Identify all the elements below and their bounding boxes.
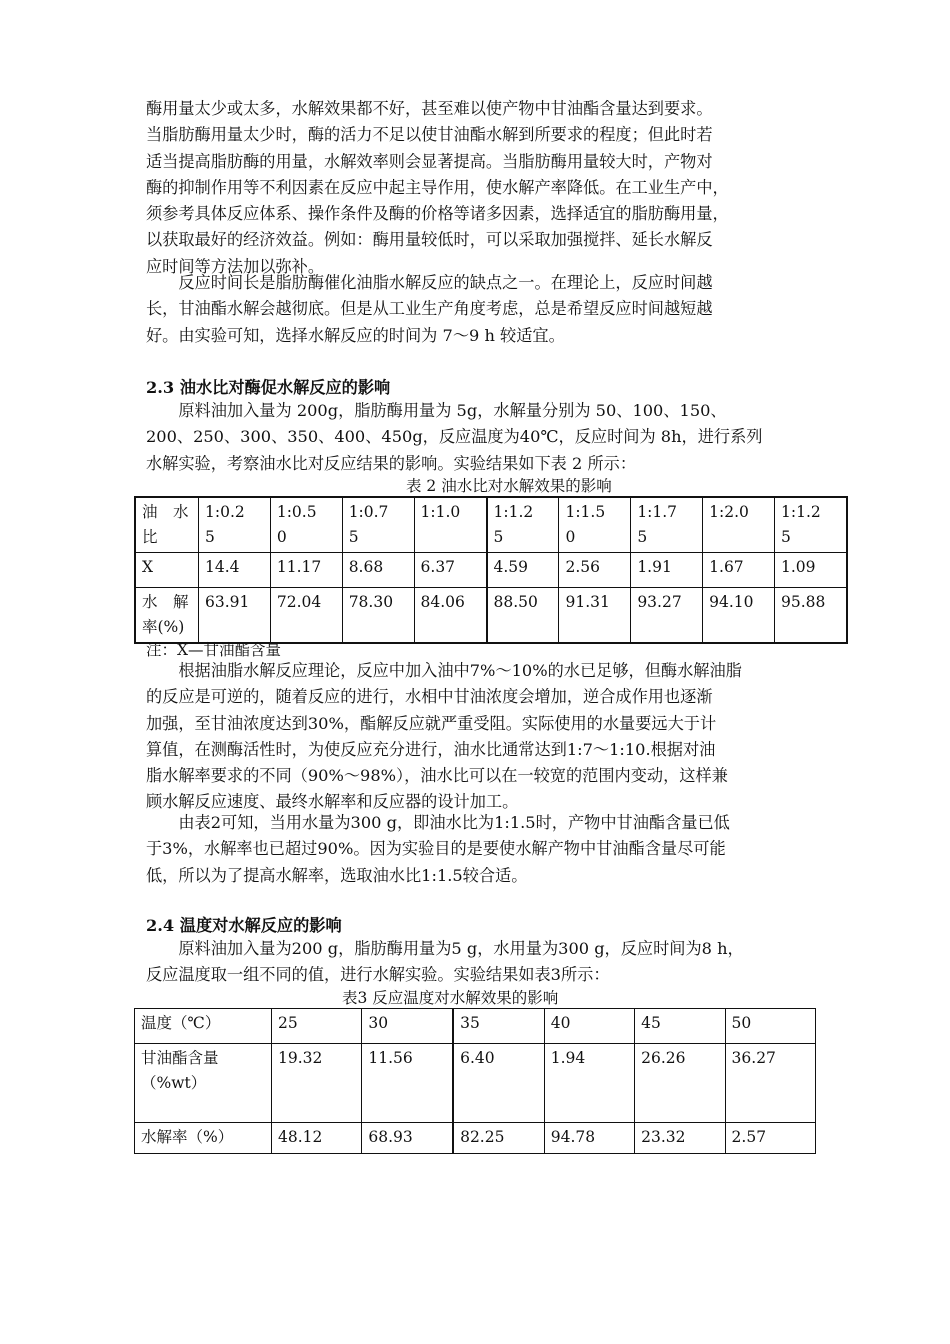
- text-line: 长，甘油酯水解会越彻底。但是从工业生产角度考虑，总是希望反应时间越短越: [146, 299, 713, 319]
- table-reaction-temperature: [134, 1008, 816, 1154]
- temperature-cell: 45: [635, 1009, 725, 1044]
- x-cell: 11.17: [270, 553, 342, 588]
- text-line: 反应时间长是脂肪酶催化油脂水解反应的缺点之一。在理论上，反应时间越: [146, 273, 713, 292]
- x-cell: 8.68: [342, 553, 414, 588]
- table-row: [135, 1044, 816, 1123]
- ratio-cell: 1:0.5 0: [270, 497, 342, 553]
- text-line: 应时间等方法加以弥补。: [146, 256, 325, 276]
- text-line: 好。由实验可知，选择水解反应的时间为 7～9 h 较适宜。: [146, 325, 565, 345]
- paragraph-oil-water-setup: [146, 398, 812, 477]
- text-line: 算值，在测酶活性时，为使反应充分进行，油水比通常达到1:7～1:10.根据对油: [146, 739, 716, 759]
- text-line: 水解实验，考察油水比对反应结果的影响。实验结果如下表 2 所示：: [146, 453, 637, 473]
- paragraph-enzyme-dosage: [146, 96, 812, 280]
- ratio-cell: 1:1.7 5: [631, 497, 703, 553]
- ratio-cell: 1:0.7 5: [342, 497, 414, 553]
- temperature-cell: 30: [362, 1009, 453, 1044]
- glyceride-cell: 19.32: [272, 1044, 362, 1123]
- text-line: 根据油脂水解反应理论，反应中加入油中7%～10%的水已足够，但酶水解油脂: [146, 661, 742, 680]
- text-line: 加强，至甘油浓度达到30%，酯解反应就严重受阻。实际使用的水量要远大于计: [146, 713, 717, 733]
- x-cell: 1.67: [703, 553, 775, 588]
- hydrolysis-cell: 2.57: [725, 1123, 815, 1154]
- text-line: 以获取最好的经济效益。例如：酶用量较低时，可以采取加强搅拌、延长水解反: [146, 230, 713, 250]
- glyceride-cell: 36.27: [725, 1044, 815, 1123]
- text-line: 200、250、300、350、400、450g，反应温度为40℃，反应时间为 8h，进行系列: [146, 427, 763, 447]
- text-line: 低，所以为了提高水解率，选取油水比1:1.5较合适。: [146, 865, 528, 885]
- table2-caption: 表 2 油水比对水解效果的影响: [406, 477, 612, 495]
- x-cell: 1.09: [775, 553, 848, 588]
- temperature-cell: 50: [725, 1009, 815, 1044]
- x-cell: 1.91: [631, 553, 703, 588]
- hydrolysis-cell: 82.25: [453, 1123, 544, 1154]
- x-cell: 6.37: [414, 553, 486, 588]
- temperature-cell: 35: [453, 1009, 544, 1044]
- text-line: 顾水解反应速度、最终水解率和反应器的设计加工。: [146, 792, 519, 812]
- hydrolysis-cell: 48.12: [272, 1123, 362, 1154]
- row-header-x: X: [135, 553, 199, 588]
- ratio-cell: 1:1.2 5: [775, 497, 848, 553]
- text-line: 由表2可知，当用水量为300 g，即油水比为1:1.5时，产物中甘油酯含量已低: [146, 813, 730, 832]
- text-line: 酶用量太少或太多，水解效果都不好，甚至难以使产物中甘油酯含量达到要求。: [146, 99, 713, 118]
- paragraph-temperature-setup: [146, 936, 812, 989]
- hydrolysis-cell: 72.04: [270, 588, 342, 644]
- hydrolysis-cell: 23.32: [635, 1123, 725, 1154]
- hydrolysis-cell: 78.30: [342, 588, 414, 644]
- row-header-hydrolysis: 水解率（%）: [135, 1123, 272, 1154]
- section-heading-2-4: 2.4 温度对水解反应的影响: [146, 916, 342, 935]
- table-oil-water-ratio: [134, 496, 848, 644]
- hydrolysis-cell: 95.88: [775, 588, 848, 644]
- ratio-cell: 1:2.0: [703, 497, 775, 553]
- paragraph-hydrolysis-theory: [146, 658, 812, 816]
- temperature-cell: 40: [544, 1009, 634, 1044]
- table-row: [135, 497, 847, 553]
- table2-note: 注：X—甘油酯含量: [146, 641, 282, 659]
- glyceride-cell: 11.56: [362, 1044, 453, 1123]
- paragraph-table2-conclusion: [146, 810, 812, 889]
- text-line: 当脂肪酶用量太少时，酶的活力不足以使甘油酯水解到所要求的程度；但此时若: [146, 125, 713, 145]
- row-header-ratio: 油 水 比: [135, 497, 199, 553]
- table-row: [135, 1123, 816, 1154]
- table-row: [135, 588, 847, 644]
- table-row: [135, 1009, 816, 1044]
- text-line: 的反应是可逆的，随着反应的进行，水相中甘油浓度会增加，逆合成作用也逐渐: [146, 687, 713, 707]
- table3-caption: 表3 反应温度对水解效果的影响: [342, 989, 559, 1007]
- text-line: 适当提高脂肪酶的用量，水解效率则会显著提高。当脂肪酶用量较大时，产物对: [146, 151, 713, 171]
- row-header-temperature: 温度（℃）: [135, 1009, 272, 1044]
- hydrolysis-cell: 68.93: [362, 1123, 453, 1154]
- glyceride-cell: 26.26: [635, 1044, 725, 1123]
- text-line: 须参考具体反应体系、操作条件及酶的价格等诸多因素，选择适宜的脂肪酶用量，: [146, 204, 729, 224]
- ratio-cell: 1:1.2 5: [487, 497, 559, 553]
- x-cell: 14.4: [199, 553, 271, 588]
- ratio-cell: 1:0.2 5: [199, 497, 271, 553]
- table-row: [135, 553, 847, 588]
- text-line: 酶的抑制作用等不利因素在反应中起主导作用，使水解产率降低。在工业生产中，: [146, 177, 729, 197]
- x-cell: 2.56: [559, 553, 631, 588]
- x-cell: 4.59: [487, 553, 559, 588]
- section-heading-2-3: 2.3 油水比对酶促水解反应的影响: [146, 378, 391, 397]
- ratio-cell: 1:1.0: [414, 497, 486, 553]
- hydrolysis-cell: 88.50: [487, 588, 559, 644]
- text-line: 原料油加入量为200 g，脂肪酶用量为5 g，水用量为300 g，反应时间为8 h，: [146, 939, 744, 958]
- temperature-cell: 25: [272, 1009, 362, 1044]
- hydrolysis-cell: 84.06: [414, 588, 486, 644]
- row-header-glyceride: 甘油酯含量 （%wt）: [135, 1044, 272, 1123]
- hydrolysis-cell: 94.78: [544, 1123, 634, 1154]
- hydrolysis-cell: 91.31: [559, 588, 631, 644]
- text-line: 原料油加入量为 200g，脂肪酶用量为 5g，水解量分别为 50、100、150、: [146, 401, 727, 420]
- text-line: 于3%，水解率也已超过90%。因为实验目的是要使水解产物中甘油酯含量尽可能: [146, 839, 726, 859]
- glyceride-cell: 1.94: [544, 1044, 634, 1123]
- text-line: 反应温度取一组不同的值，进行水解实验。实验结果如表3所示：: [146, 965, 610, 985]
- row-header-hydrolysis: 水 解 率(%): [135, 588, 199, 644]
- glyceride-cell: 6.40: [453, 1044, 544, 1123]
- text-line: 脂水解率要求的不同（90%～98%），油水比可以在一较宽的范围内变动，这样兼: [146, 766, 728, 786]
- hydrolysis-cell: 94.10: [703, 588, 775, 644]
- paragraph-reaction-time: [146, 270, 812, 349]
- ratio-cell: 1:1.5 0: [559, 497, 631, 553]
- hydrolysis-cell: 63.91: [199, 588, 271, 644]
- hydrolysis-cell: 93.27: [631, 588, 703, 644]
